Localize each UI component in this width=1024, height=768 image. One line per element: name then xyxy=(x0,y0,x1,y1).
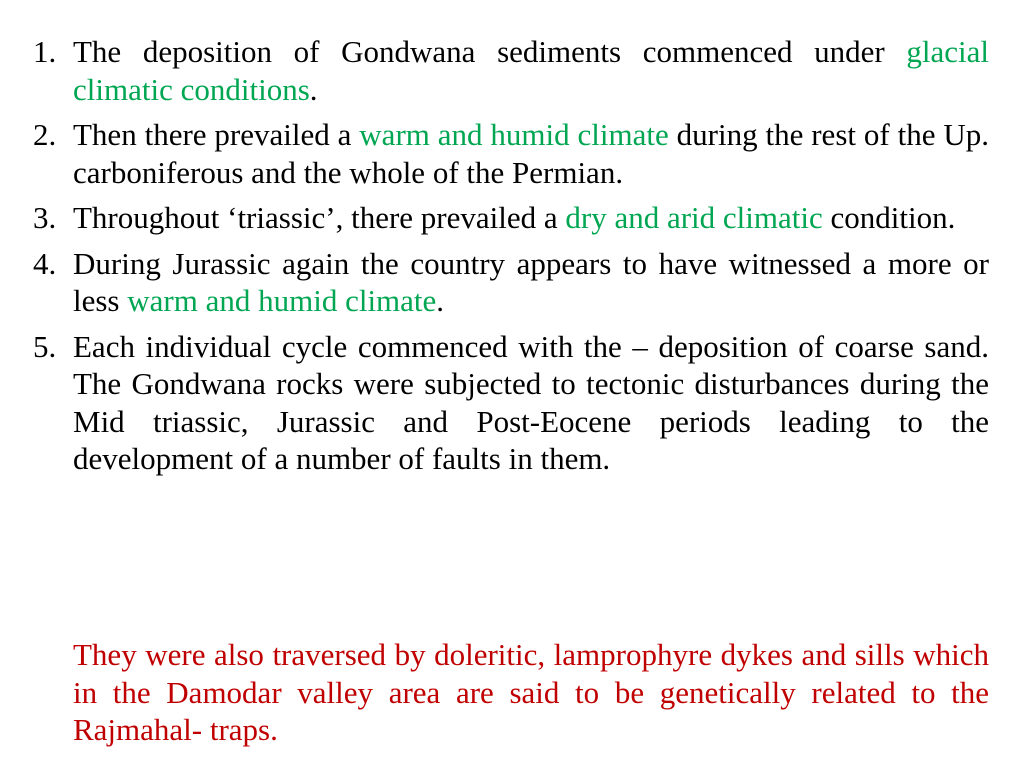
text-run: The deposition of Gondwana sediments commenced under xyxy=(73,34,907,69)
list-item-2 xyxy=(33,116,989,191)
list-item-1 xyxy=(33,33,989,108)
text-run: Throughout ‘triassic’, there prevailed a xyxy=(73,200,566,235)
list-item-4 xyxy=(33,245,989,320)
highlighted-text: warm and humid climate xyxy=(127,283,437,318)
text-run: During Jurassic again the country appears to have witnessed a more or less xyxy=(73,245,989,318)
text-run: . xyxy=(436,283,445,318)
text-run: condition. xyxy=(822,200,956,235)
text-run: Each individual cycle commenced with the – deposition of coarse sand. The Gondwana rocks were subjected to tectonic disturbances during the Mid triassic, Jurassic and Post-Eocene periods leading to the development of a number of faults in them. xyxy=(73,328,989,476)
red-note-paragraph: They were also traversed by doleritic, lamprophyre dykes and sills which in the Damodar valley area are said to be genetically related to the Rajmahal- traps. xyxy=(73,637,989,747)
text-run: during the rest of the Up. carboniferous and the whole of the Permian. xyxy=(73,117,989,190)
highlighted-text: dry and arid climatic xyxy=(565,200,823,235)
text-run: . xyxy=(309,71,318,107)
list-number: 3. xyxy=(33,200,57,235)
list-number: 1. xyxy=(33,34,57,69)
list-item-3 xyxy=(33,199,989,237)
list-item-5 xyxy=(33,328,989,478)
highlighted-text: glacial climatic conditions xyxy=(73,34,989,107)
highlighted-text: warm and humid climate xyxy=(359,117,669,152)
list-number: 2. xyxy=(33,117,57,152)
text-run: Then there prevailed a xyxy=(73,117,360,152)
numbered-list xyxy=(33,33,989,486)
list-number: 4. xyxy=(33,245,57,281)
list-number: 5. xyxy=(33,328,57,364)
